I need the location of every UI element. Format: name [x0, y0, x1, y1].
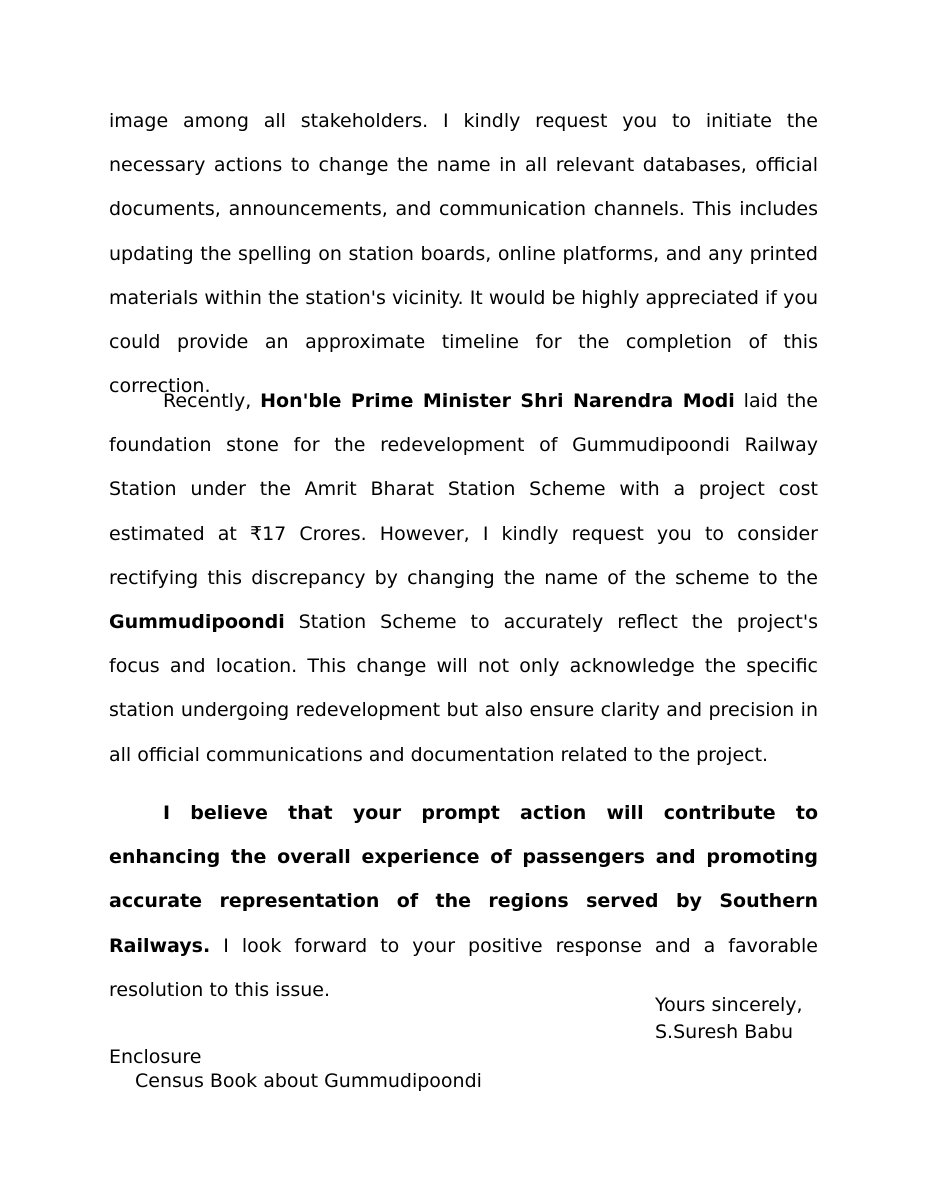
paragraph-2-intro: Recently, [163, 390, 261, 412]
paragraph-3-text: I look forward to your positive response and a favorable resolution to this issue. [109, 934, 818, 1001]
closing-salutation: Yours sincerely, [655, 994, 803, 1016]
paragraph-3-bold-text: I believe that your prompt action will contribute to enhancing the overall experience of passengers and promoting accurate representation of the regions served by Southern Railways. [109, 802, 818, 957]
enclosure-item: Census Book about Gummudipoondi [135, 1070, 482, 1092]
signer-name: S.Suresh Babu [655, 1021, 794, 1043]
paragraph-2-text-1: laid the foundation stone for the redevelopment of Gummudipoondi Railway Station under the Amrit Bharat Station Scheme with a project cost estimated at ₹17 Crores. However, I kindly request you to consider rectifying this discrepancy by changing the name of the scheme to the [109, 390, 818, 589]
prime-minister-name: Hon'ble Prime Minister Shri Narendra Modi [260, 390, 735, 412]
paragraph-2-text-2: Station Scheme to accurately reflect the project's focus and location. This change will not only acknowledge the specific station undergoing redevelopment but also ensure clarity and precision in all official communications and documentation related to the project. [109, 611, 818, 766]
body-paragraph-3 [109, 791, 818, 1012]
enclosure-label: Enclosure [109, 1046, 202, 1068]
body-paragraph-2 [109, 379, 818, 777]
proposed-scheme-name: Gummudipoondi [109, 611, 285, 634]
body-paragraph-1: image among all stakeholders. I kindly request you to initiate the necessary actions to change the name in all relevant databases, official documents, announcements, and communication channels. This includes updating the spelling on station boards, online platforms, and any printed materials within the station's vicinity. It would be highly appreciated if you could provide an approximate timeline for the completion of this correction. [109, 110, 818, 398]
